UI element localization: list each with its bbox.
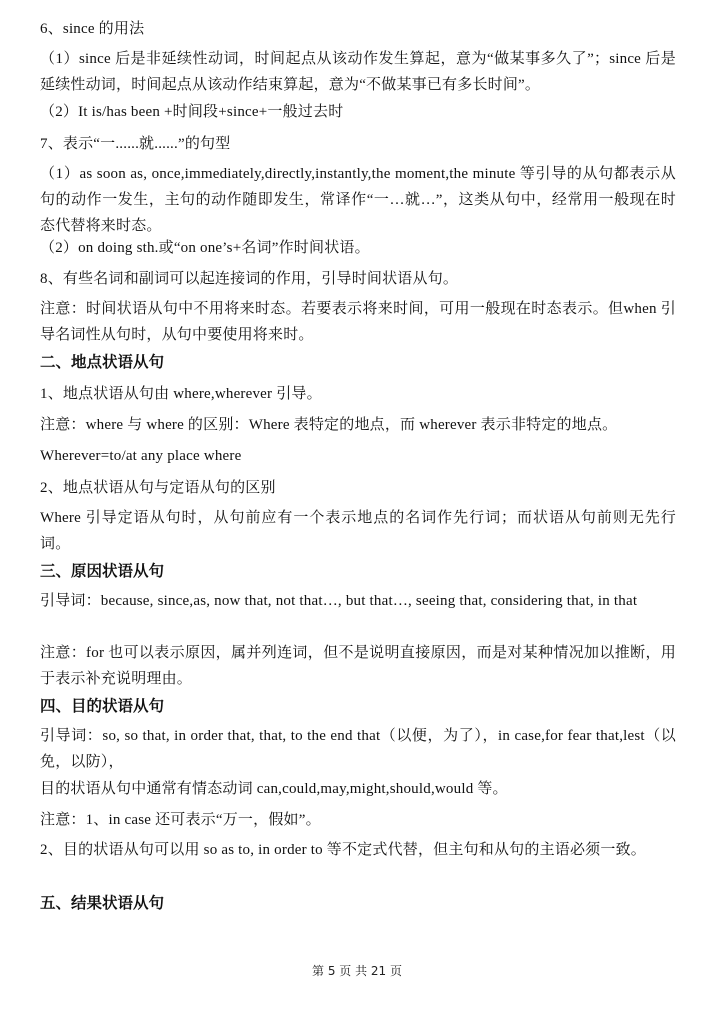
item-modal-verbs: 目的状语从句中通常有情态动词 can,could,may,might,should,would 等。 xyxy=(40,781,508,797)
para-since-rule-1: （1）since 后是非延续性动词，时间起点从该动作发生算起，意为“做某事多久了”；since 后是延续性动词，时间起点从该动作结束算起，意为“不做某事已有多长时间”。 xyxy=(40,51,676,93)
para-where-attributive: Where 引导定语从句时，从句前应有一个表示地点的名词作先行词；而状语从句前则无先行词。 xyxy=(40,510,676,552)
para-purpose-conjunctions: 引导词：so, so that, in order that, that, to the end that（以便，为了），in case,for fear that,lest（以免，以防）， xyxy=(40,728,676,770)
item-where-wherever-note: 注意：where 与 where 的区别：Where 表特定的地点，而 wherever 表示非特定的地点。 xyxy=(40,417,618,433)
para-as-soon-as: （1）as soon as, once,immediately,directly,instantly,the moment,the minute 等引导的从句都表示从句的动作一发生，主句的动作随即发生，常译作“一…就…”，这类从句中，经常用一般现在时态代替将来时态。 xyxy=(40,166,676,234)
item-yi-jiu-pattern: 7、表示“一......就......”的句型 xyxy=(40,136,231,152)
item-on-doing: （2）on doing sth.或“on one’s+名词”作时间状语。 xyxy=(40,240,370,256)
item-since-usage: 6、since 的用法 xyxy=(40,21,145,37)
heading-result-clause: 五、结果状语从句 xyxy=(40,894,165,912)
heading-place-clause: 二、地点状语从句 xyxy=(40,353,165,371)
item-wherever-def: Wherever=to/at any place where xyxy=(40,448,242,464)
page-number-footer: 第 5 页 共 21 页 xyxy=(312,964,402,978)
item-place-vs-attributive: 2、地点状语从句与定语从句的区别 xyxy=(40,480,276,496)
item-in-case-note: 注意：1、in case 还可表示“万一，假如”。 xyxy=(40,812,321,828)
para-infinitive-substitute: 2、目的状语从句可以用 so as to, in order to 等不定式代替，但主句和从句的主语必须一致。 xyxy=(40,842,646,858)
item-since-rule-2: （2）It is/has been +时间段+since+一般过去时 xyxy=(40,104,344,120)
heading-reason-clause: 三、原因状语从句 xyxy=(40,562,165,580)
para-reason-conjunctions: 引导词：because, since,as, now that, not that…, but that…, seeing that, considering that, in that xyxy=(40,593,638,609)
heading-purpose-clause: 四、目的状语从句 xyxy=(40,697,165,715)
item-place-intro: 1、地点状语从句由 where,wherever 引导。 xyxy=(40,386,322,402)
para-for-note: 注意：for 也可以表示原因，属并列连词，但不是说明直接原因，而是对某种情况加以推断，用于表示补充说明理由。 xyxy=(40,645,676,687)
item-nouns-adverbs: 8、有些名词和副词可以起连接词的作用，引导时间状语从句。 xyxy=(40,271,459,287)
para-note-tense: 注意：时间状语从句中不用将来时态。若要表示将来时间，可用一般现在时态表示。但when 引导名词性从句时，从句中要使用将来时。 xyxy=(40,301,676,343)
